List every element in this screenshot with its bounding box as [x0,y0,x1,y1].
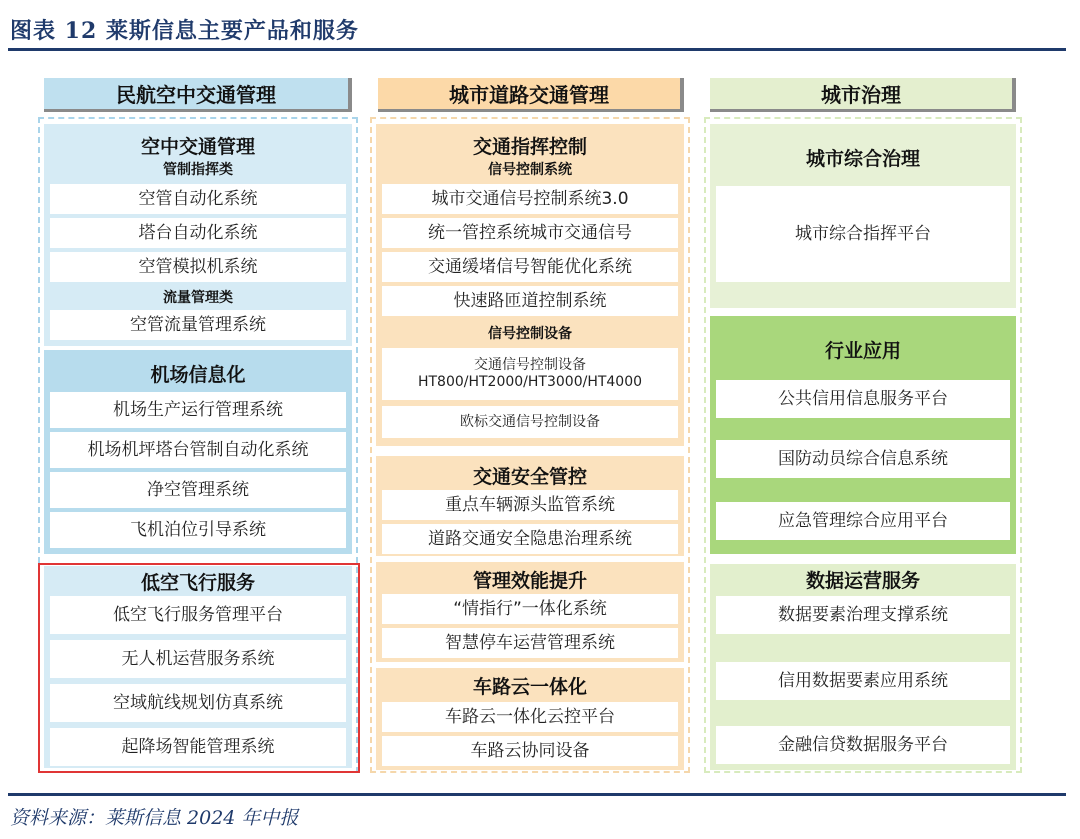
list-item: 城市综合指挥平台 [716,186,1010,282]
item-line: HT800/HT2000/HT3000/HT4000 [417,374,643,390]
source-note: 资料来源：莱斯信息 2024 年中报 [10,807,299,829]
section-title: 交通安全管控 [472,466,587,488]
section-title: 车路云一体化 [472,676,587,698]
list-item: 机场生产运行管理系统 [50,392,346,428]
group-label: 信号控制设备 [488,326,572,342]
list-item: 空管模拟机系统 [50,252,346,282]
list-item: 交通缓堵信号智能优化系统 [382,252,678,282]
figure-title: 图表 12 莱斯信息主要产品和服务 [10,18,359,44]
list-item: 车路云一体化云控平台 [382,702,678,732]
section-data-operation-services [710,564,1016,770]
list-item: 应急管理综合应用平台 [716,502,1010,540]
bottom-rule [8,793,1066,796]
section-airport-informatization [44,350,352,554]
list-item: 信用数据要素应用系统 [716,662,1010,700]
section-title: 空中交通管理 [140,136,255,158]
list-item: 城市交通信号控制系统3.0 [382,184,678,214]
list-item: 道路交通安全隐患治理系统 [382,524,678,554]
list-item: 空管自动化系统 [50,184,346,214]
list-item: 欧标交通信号控制设备 [382,406,678,438]
list-item: 飞机泊位引导系统 [50,512,346,548]
section-urban-comprehensive-governance [710,124,1016,308]
list-item: 国防动员综合信息系统 [716,440,1010,478]
list-item: 数据要素治理支撑系统 [716,596,1010,634]
list-item: 快速路匝道控制系统 [382,286,678,316]
list-item: 空域航线规划仿真系统 [50,684,346,722]
list-item: 金融信贷数据服务平台 [716,726,1010,764]
section-title: 机场信息化 [150,364,246,386]
section-title: 交通指挥控制 [472,136,587,158]
list-item: 塔台自动化系统 [50,218,346,248]
section-air-traffic-management [44,124,352,346]
column-heading-civil-aviation: 民航空中交通管理 [44,78,352,112]
list-item: 重点车辆源头监管系统 [382,490,678,520]
section-industry-applications [710,316,1016,554]
list-item: 无人机运营服务系统 [50,640,346,678]
group-label: 流量管理类 [163,290,233,306]
section-title: 城市综合治理 [805,148,920,170]
list-item: 车路云协同设备 [382,736,678,766]
item-line: 交通信号控制设备 [474,357,586,374]
section-title: 行业应用 [824,340,901,362]
highlight-frame [38,563,360,773]
section-title: 管理效能提升 [472,570,587,592]
top-rule [8,48,1066,51]
section-title: 数据运营服务 [805,570,920,592]
column-heading-urban-governance: 城市治理 [710,78,1016,112]
list-item: 空管流量管理系统 [50,310,346,340]
list-item: 低空飞行服务管理平台 [50,596,346,634]
section-traffic-command-control [376,124,684,446]
list-item: 公共信用信息服务平台 [716,380,1010,418]
section-management-efficiency [376,562,684,662]
list-item: 起降场智能管理系统 [50,728,346,766]
list-item: 统一管控系统城市交通信号 [382,218,678,248]
list-item: 机场机坪塔台管制自动化系统 [50,432,346,468]
section-vehicle-road-cloud [376,668,684,770]
column-heading-urban-road-traffic: 城市道路交通管理 [378,78,684,112]
group-label: 管制指挥类 [163,162,233,178]
list-item: 净空管理系统 [50,472,346,508]
group-label: 信号控制系统 [488,162,572,178]
list-item: 智慧停车运营管理系统 [382,628,678,658]
section-title: 低空飞行服务 [140,572,255,594]
section-traffic-safety [376,456,684,556]
list-item [382,348,678,400]
list-item: “情指行”一体化系统 [382,594,678,624]
